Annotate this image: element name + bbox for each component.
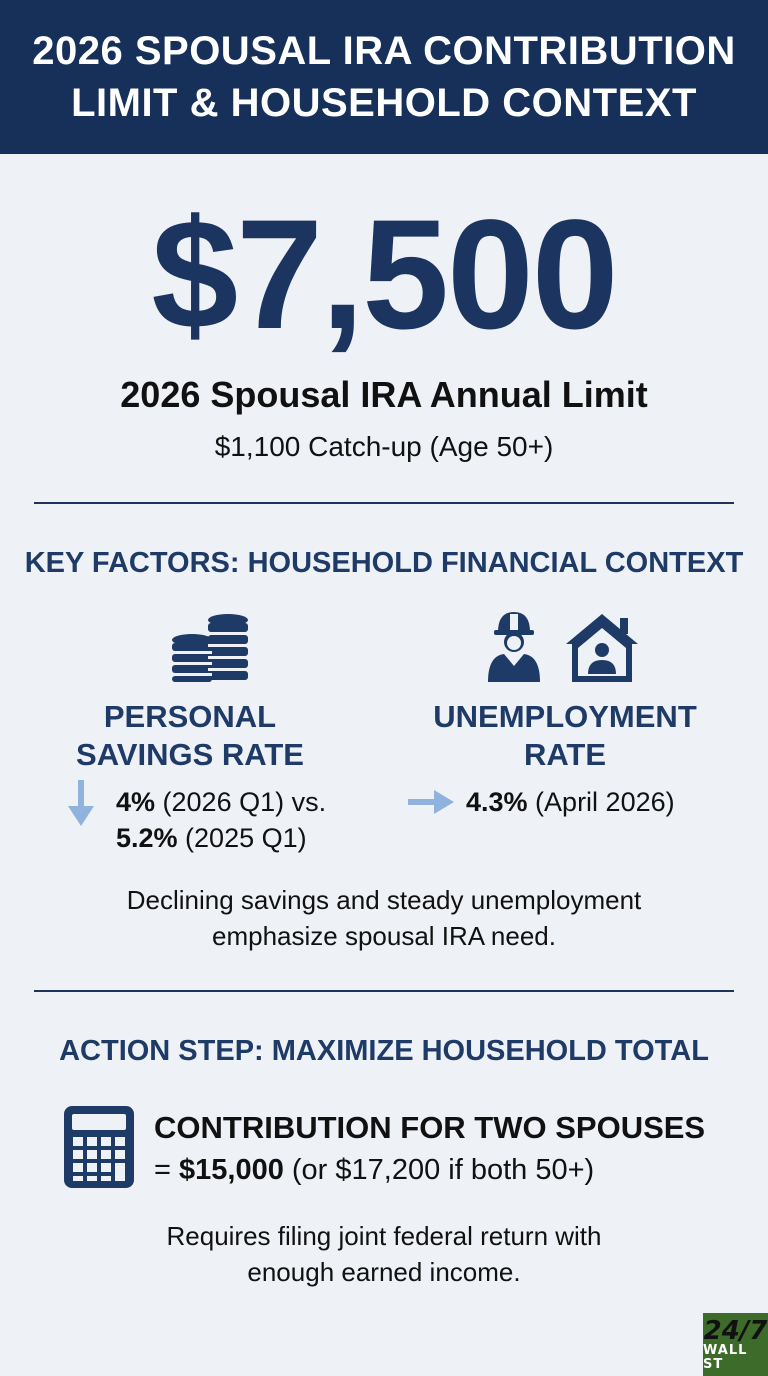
key-factors-title: KEY FACTORS: HOUSEHOLD FINANCIAL CONTEXT [24, 547, 744, 579]
calculator-icon [64, 1106, 134, 1188]
savings-rate-title-line2: SAVINGS RATE [76, 737, 304, 772]
coin-stack-icon [170, 610, 252, 682]
savings-rate-current [116, 784, 326, 820]
down-arrow-icon [66, 780, 96, 828]
header-banner [0, 0, 768, 154]
right-arrow-icon [408, 788, 456, 816]
hero-limit-value: $7,500 [151, 188, 617, 362]
divider-bottom [34, 990, 734, 992]
unemployment-rate-title-line2: RATE [523, 737, 607, 772]
unemployment-rate-title-line1: UNEMPLOYMENT [433, 699, 697, 734]
action-total-prefix: = [154, 1154, 179, 1186]
unemployment-rate-value-line [466, 784, 675, 820]
savings-rate-current-value: 4% [116, 787, 156, 817]
hero-catchup-label: $1,100 Catch-up (Age 50+) [214, 431, 554, 462]
action-note-line1: Requires filing joint federal return with [166, 1221, 602, 1251]
factors-note-line1: Declining savings and steady unemployment [126, 885, 642, 915]
savings-rate-current-period: (2026 Q1) vs. [155, 787, 327, 817]
unemployment-rate-period: (April 2026) [527, 787, 675, 817]
factors-note [0, 882, 768, 954]
savings-rate-previous [116, 820, 307, 856]
wall-st-logo [703, 1313, 768, 1376]
savings-rate-title-line1: PERSONAL [103, 699, 277, 734]
header-title-line2: LIMIT & HOUSEHOLD CONTEXT [71, 81, 697, 125]
action-total-alternate: (or $17,200 if both 50+) [283, 1154, 595, 1186]
action-note-line2: enough earned income. [247, 1257, 521, 1287]
header-title-line1: 2026 SPOUSAL IRA CONTRIBUTION [32, 29, 736, 73]
logo-line2: WALL ST [703, 1342, 748, 1372]
savings-rate-previous-value: 5.2% [116, 823, 178, 853]
savings-rate-title [60, 698, 320, 774]
action-step-title: ACTION STEP: MAXIMIZE HOUSEHOLD TOTAL [59, 1035, 709, 1067]
unemployment-rate-value: 4.3% [466, 787, 528, 817]
worker-house-icon [484, 608, 644, 684]
unemployment-rate-title [410, 698, 720, 774]
logo-line1: 24/7 [703, 1315, 768, 1346]
divider-top [34, 502, 734, 504]
action-total-value: $15,000 [179, 1154, 284, 1186]
action-total-line [154, 1150, 594, 1190]
action-headline: CONTRIBUTION FOR TWO SPOUSES [154, 1110, 706, 1145]
factors-note-line2: emphasize spousal IRA need. [212, 921, 556, 951]
action-note [0, 1218, 768, 1290]
hero-limit-label: 2026 Spousal IRA Annual Limit [120, 374, 648, 415]
savings-rate-previous-period: (2025 Q1) [177, 823, 307, 853]
